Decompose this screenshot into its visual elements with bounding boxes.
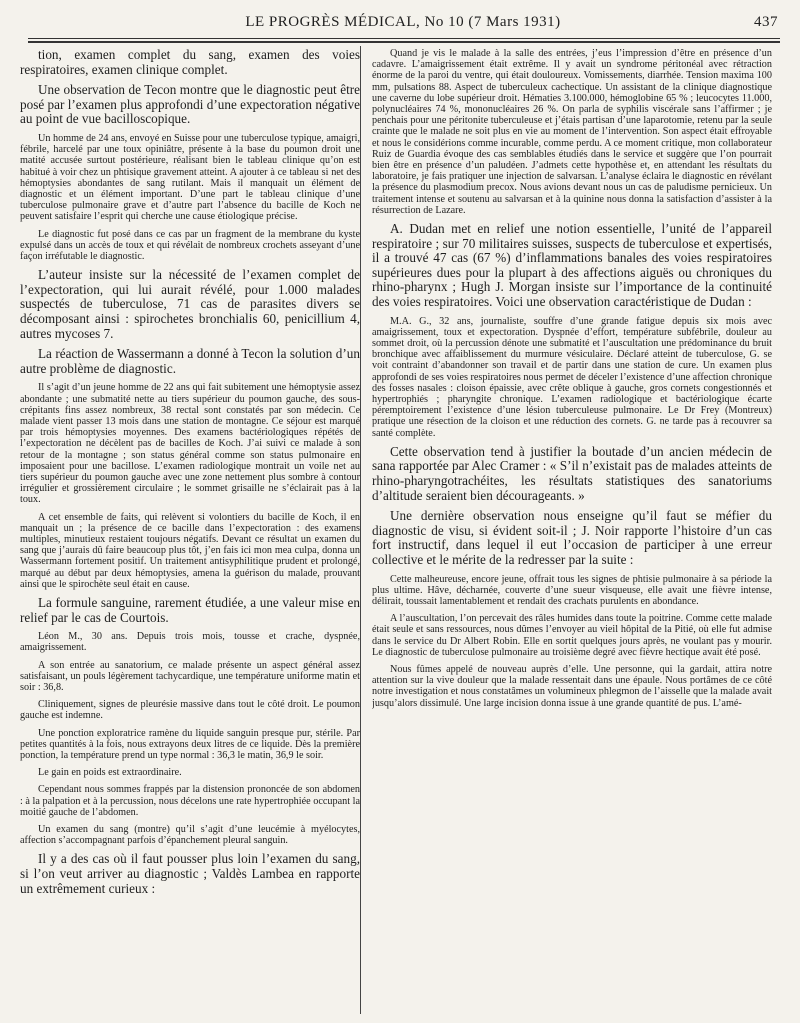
journal-title: LE PROGRÈS MÉDICAL, No 10 (7 Mars 1931) (245, 14, 561, 30)
right-column-paragraph: A l’auscultation, l’on percevait des râles humides dans toute la poitrine. Comme cette malade était seule et sans ressources, nous dûmes l’envoyer au vieil hôpital de la Pitié, où elle fut admise dans le service du Dr Albert Robin. Elle en sortit quelques jours après, ne voulant pas y mourir. Le diagnostic de tuberculose pulmonaire au troisième degré avec fièvre hectique avait été posé. (372, 613, 772, 658)
right-column-paragraph: Une dernière observation nous enseigne qu’il faut se méfier du diagnostic de visu, si évident soit-il ; J. Noir rapporte l’histoire d’un cas fort instructif, dans lequel il eut l’occasion de participer à une erreur collective et le mérite de la redresser par la suite : (372, 508, 772, 567)
right-column (372, 48, 772, 1013)
header-rule (28, 38, 780, 39)
left-column-paragraph: Une ponction exploratrice ramène du liquide sanguin presque pur, stérile. Par petites quantités à la fois, nous extrayons deux litres de ce liquide. Dès la première ponction, la température prend un type normal : 36,3 le matin, 36,9 le soir. (20, 727, 360, 762)
left-column-paragraph: Un examen du sang (montre) qu’il s’agit d’une leucémie à myélocytes, affection s’accompagnant parfois d’épanchement pleural sanguin. (20, 824, 360, 847)
right-column-paragraph: Cette malheureuse, encore jeune, offrait tous les signes de phtisie pulmonaire à sa période la plus ultime. Hâve, décharnée, couverte d’une sueur visqueuse, elle avait une fièvre intense, délirait, toussait lamentablement et rendait des crachats purulents en abondance. (372, 573, 772, 607)
right-column-paragraph: Cette observation tend à justifier la boutade d’un ancien médecin de sana rapportée par Alec Cramer : « S’il n’existait pas de malades atteints de rhino-pharyngotrachéites, les résultats statistiques des sanatoriums d’altitude seraient bien décourageants. » (372, 443, 772, 503)
left-column-paragraph: La formule sanguine, rarement étudiée, a une valeur mise en relief par le cas de Courtois. (20, 595, 360, 625)
header-rule-thick (28, 41, 780, 43)
left-column (20, 48, 360, 1013)
column-divider (360, 46, 361, 1014)
right-column-paragraph: Nous fûmes appelé de nouveau auprès d’elle. Une personne, qui la gardait, attira notre attention sur la vive douleur que la malade ressentait dans une épaule. Nous portâmes de ce côté notre investigation et nous constatâmes un volumineux phlegmon de l’aisselle que la malade avait jusqu’alors dissimulé. Une large incision donna issue à une grande quantité de pus. L’amé- (372, 664, 772, 709)
left-column-paragraph: Cliniquement, signes de pleurésie massive dans tout le côté droit. Le poumon gauche est indemne. (20, 699, 360, 722)
left-column-paragraph: La réaction de Wassermann a donné à Tecon la solution d’un autre problème de diagnostic. (20, 346, 360, 376)
right-column-paragraph: A. Dudan met en relief une notion essentielle, l’unité de l’appareil respiratoire ; sur 70 militaires suisses, suspects de tuberculose et expertisés, il a trouvé 47 cas (67 %) d’inflammations banales des voies respiratoires supérieures dues pour la plupart à des affections aiguës ou chroniques du rhino-pharynx ; Hugh J. Morgan insiste sur l’importance de la continuité des voies respiratoires. Voici une observation caractéristique de Dudan : (372, 221, 772, 310)
left-column-paragraph: Le gain en poids est extraordinaire. (38, 767, 182, 779)
left-column-paragraph: Léon M., 30 ans. Depuis trois mois, tousse et crache, dyspnée, amaigrissement. (20, 631, 360, 654)
left-column-paragraph: tion, examen complet du sang, examen des voies respiratoires, examen clinique complet. (20, 48, 360, 77)
left-column-paragraph: Le diagnostic fut posé dans ce cas par un fragment de la membrane du kyste expulsé dans un accès de toux et qui révélait de nombreux crochets asseyant d’une façon irréfutable le diagnostic. (20, 228, 360, 262)
page-number: 437 (754, 14, 778, 30)
left-column-paragraph: A son entrée au sanatorium, ce malade présente un aspect général assez satisfaisant, un pouls légèrement tachycardique, une température uniforme matin et soir : 36,8. (20, 659, 360, 694)
left-column-paragraph: Il y a des cas où il faut pousser plus loin l’examen du sang, si l’on veut arriver au diagnostic ; Valdès Lambea en rapporte un extrêmement curieux : (20, 851, 360, 896)
left-column-paragraph: A cet ensemble de faits, qui relèvent si volontiers du bacille de Koch, il en manquait un ; la présence de ce bacille dans l’expectoration : des examens multiples, minutieux restaient toujours négatifs. Devant ce résultat un examen du sang que j’aurais dû faire beaucoup plus tôt, j’en fais ici mon mea culpa, donna un Wassermann fortement positif. Un traitement antisyphilitique prudent et prolongé, marqué au début par deux hémoptysies, amena la guérison du malade, prouvant ainsi que le spirochète seul était en cause. (20, 511, 360, 590)
left-column-paragraph: Cependant nous sommes frappés par la distension prononcée de son abdomen : à la palpation et à la percussion, nous décelons une rate hypertrophiée occupant la moitié gauche de l’abdomen. (20, 784, 360, 818)
right-column-paragraph: M.A. G., 32 ans, journaliste, souffre d’une grande fatigue depuis six mois avec amaigrissement, toux et expectoration. Dyspnée d’effort, température subfébrile, douleur au sommet droit, où la percussion dénote une submatité et l’auscultation une prédominance du bruit bronchique avec affaiblissement du murmure vésiculaire. Déclaré atteint de tuberculose, G. se voit contraint d’abandonner son travail et de partir dans une station de cure. Un examen plus approfondi de ses voies respiratoires nous permet de déceler l’existence d’une affection chronique des fosses nasales : cloison épaissie, avec crête oblique à gauche, gros cornets congestionnés et hypertrophiés ; pharyngite chronique. L’examen radiologique et bactériologique écarte péremptoirement l’existence d’une lésion tuberculeuse pulmonaire. Le Dr Frey (Montreux) pratique une résection de la cloison et une réduction des cornets. G. ne tarde pas à recouvrer sa santé complète. (372, 315, 772, 439)
left-column-paragraph: L’auteur insiste sur la nécessité de l’examen complet de l’expectoration, qui lui aurait révélé, pour 1.000 malades suspectés de tuberculose, 71 cas de parasites divers se décomposant ainsi : spirochetes bronchialis 60, penicillium 4, autres mycoses 7. (20, 267, 360, 341)
left-column-paragraph: Un homme de 24 ans, envoyé en Suisse pour une tuberculose typique, amaigri, fébrile, harcelé par une toux opiniâtre, présente à la base du poumon droit une matité accusée surtout postérieure, réalisant bien le tableau clinique qu’on est habitué à voir chez un phtisique gravement atteint. A ajouter à ce tableau si net des hémoptysies abondantes de sang rutilant. Mais il manquait un élément de diagnostic et un élément important. D’une part le tableau clinique d’une tuberculose pulmonaire grave et d’autre part l’absence du bacille de Koch ne peuvent satisfaire l’esprit qui cherche une cause étiologique précise. (20, 132, 360, 223)
page-header (28, 14, 778, 36)
right-column-paragraph: Quand je vis le malade à la salle des entrées, j’eus l’impression d’être en présence d’un cadavre. L’amaigrissement était extrême. Il y avait un syndrome péritonéal avec rétraction énorme de la paroi du ventre, qui était douloureux. Vomissements, diarrhée. Tension maxima 100 mm, pulsations 88. Aspect de tuberculeux cachectique. Un assistant de la clinique diagnostique une caverne du lobe supérieur droit. Hématies 3.100.000, hémoglobine 65 % ; leucocytes 11.000, polynucléaires 74 %, mononucléaires 26 %. On parla de syphilis viscérale sans l’affirmer ; je penchais pour une péritonite tuberculeuse et j’étais partisan d’une laparotomie, retenu par la seule crainte que le malade ne soit plus en vie au moment de l’intervention. Son aspect était effroyable et nous le considérions comme incurable, comme perdu. A ce moment critique, mon collaborateur Ruiz de Guardia évoque des cas semblables étudiés dans le service et suggère que l’on pourrait bien être en présence d’un paludéen. J’admets cette hypothèse et, en attendant les résultats du laboratoire, je fais pratiquer une injection de salvarsan. L’analyse éclaira le diagnostic en révélant la présence du plasmodium precox. Nous avions devant nous un cas de paludisme pernicieux. Un traitement intense et soutenu au salvarsan et à la quinine nous donna la satisfaction d’assister à la résurrection de Lazare. (372, 48, 772, 216)
left-column-paragraph: Il s’agit d’un jeune homme de 22 ans qui fait subitement une hémoptysie assez abondante ; une submatité nette au tiers supérieur du poumon gauche, des sous-crépitants fins assez nombreux, 38 rectal sont constatés par son médecin. Ce malade vient passer 13 mois dans une station de montagne. Ce séjour est marqué par trois hémoptysies moyennes. Des examens bactériologiques répétés de l’expectoration ne décèlent pas de bacilles de Koch. J’ai suivi ce malade à son retour de la montagne ; son status général comme son status pulmonaire en imposaient pour une bacillose. L’examen radiologique montrait un voile net au tiers supérieur du poumon gauche avec une zone nettement plus sombre à contour irrégulier et grossièrement circulaire ; le sommet grisaille ne s’éclairait pas à la toux. (20, 382, 360, 506)
left-column-paragraph: Une observation de Tecon montre que le diagnostic peut être posé par l’examen plus approfondi d’une expectoration négative au point de vue bacilloscopique. (20, 82, 360, 127)
